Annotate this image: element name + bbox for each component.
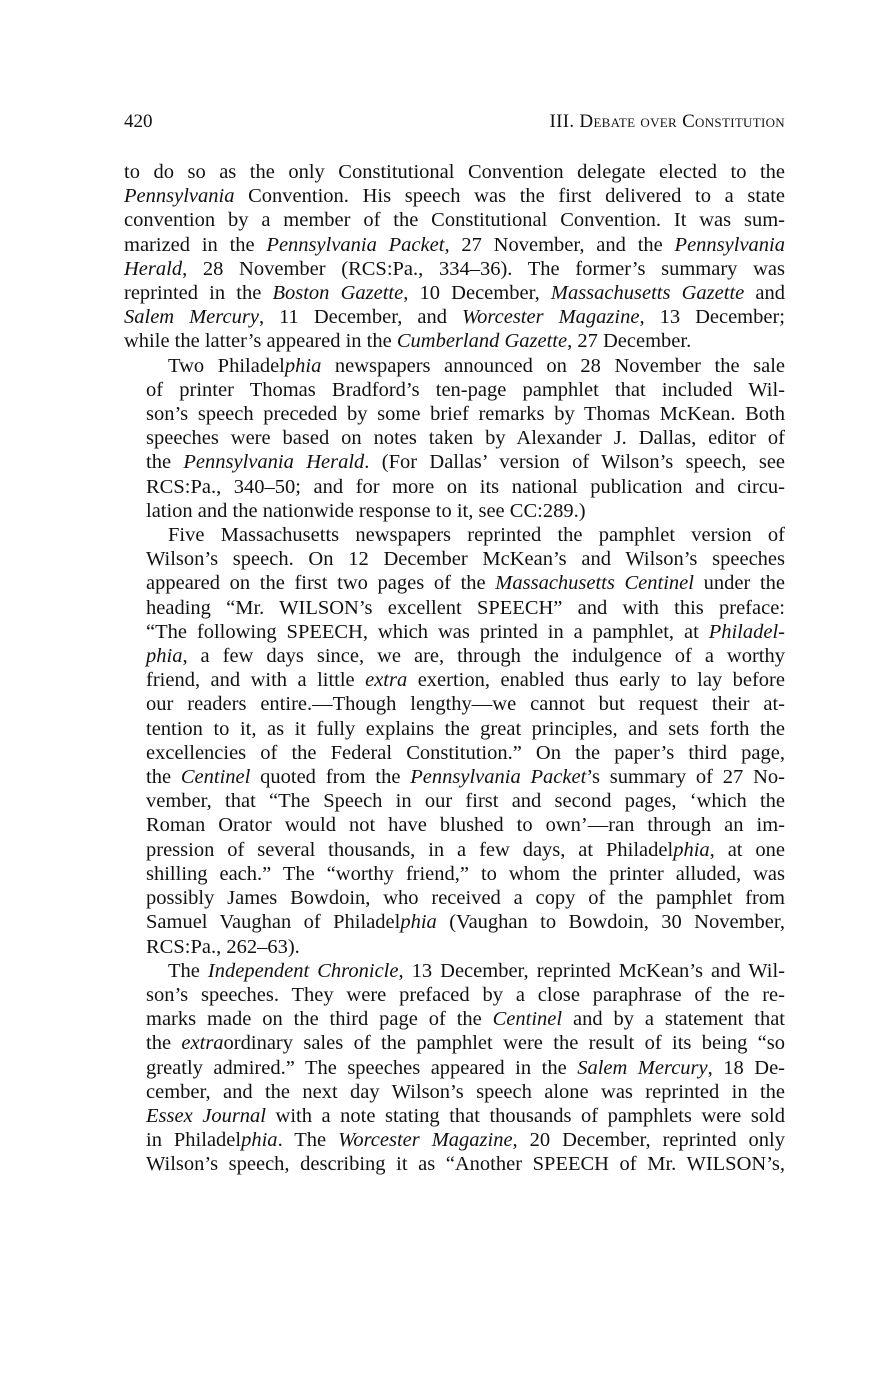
text-line: convention by a member of the Constitutional Convention. It was sum-: [124, 209, 785, 232]
text-line: Herald, 28 November (RCS:Pa., 334–36). The former’s summary was: [124, 257, 785, 280]
text-line: Five Massachusetts newspapers reprinted the pamphlet version of: [168, 524, 785, 547]
text-line: Roman Orator would not have blushed to own’—ran through an im-: [146, 814, 785, 837]
text-line: “The following SPEECH, which was printed in a pamphlet, at Philadel-: [146, 620, 785, 643]
paragraph: [124, 523, 785, 959]
text-line: son’s speeches. They were prefaced by a close paraphrase of the re-: [146, 983, 785, 1006]
text-line: excellencies of the Federal Constitution.” On the paper’s third page,: [146, 741, 785, 764]
body-text: [124, 160, 785, 1177]
text-line: lation and the nationwide response to it, see CC:289.): [146, 499, 586, 522]
text-line: heading “Mr. WILSON’s excellent SPEECH” and with this preface:: [146, 596, 785, 619]
text-line: friend, and with a little extra exertion, enabled thus early to lay before: [146, 669, 785, 692]
text-line: possibly James Bowdoin, who received a copy of the pamphlet from: [146, 887, 785, 910]
page-number: 420: [124, 111, 153, 132]
paragraph: [124, 959, 785, 1177]
running-title: III. Debate over Constitution: [549, 111, 785, 132]
text-line: Salem Mercury, 11 December, and Worcester Magazine, 13 December;: [124, 306, 785, 329]
text-line: son’s speech preceded by some brief remarks by Thomas McKean. Both: [146, 403, 785, 426]
text-line: appeared on the first two pages of the Massachusetts Centinel under the: [146, 572, 785, 595]
paragraph: [124, 160, 785, 354]
text-line: vember, that “The Speech in our first and second pages, ‘which the: [146, 790, 785, 813]
text-line: pression of several thousands, in a few days, at Philadelphia, at one: [146, 838, 785, 861]
text-line: The Independent Chronicle, 13 December, reprinted McKean’s and Wil-: [168, 959, 785, 982]
text-line: marized in the Pennsylvania Packet, 27 November, and the Pennsylvania: [124, 233, 785, 256]
document-page: [124, 108, 785, 1177]
text-line: while the latter’s appeared in the Cumberland Gazette, 27 December.: [124, 330, 692, 353]
text-line: speeches were based on notes taken by Alexander J. Dallas, editor of: [146, 427, 785, 450]
text-line: the extraordinary sales of the pamphlet were the result of its being “so: [146, 1032, 786, 1055]
text-line: greatly admired.” The speeches appeared in the Salem Mercury, 18 De-: [146, 1056, 785, 1079]
text-line: Wilson’s speech. On 12 December McKean’s and Wilson’s speeches: [146, 548, 785, 571]
text-line: Pennsylvania Convention. His speech was the first delivered to a state: [124, 185, 785, 208]
text-line: of printer Thomas Bradford’s ten-page pamphlet that included Wil-: [146, 378, 785, 401]
text-line: the Pennsylvania Herald. (For Dallas’ version of Wilson’s speech, see: [146, 451, 786, 474]
text-line: Two Philadelphia newspapers announced on 28 November the sale: [168, 354, 785, 377]
text-line: in Philadelphia. The Worcester Magazine, 20 December, reprinted only: [146, 1129, 785, 1152]
text-line: tention to it, as it fully explains the great principles, and sets forth the: [146, 717, 785, 740]
text-line: shilling each.” The “worthy friend,” to whom the printer alluded, was: [146, 862, 785, 885]
text-line: RCS:Pa., 262–63).: [146, 935, 300, 958]
text-line: Essex Journal with a note stating that thousands of pamphlets were sold: [146, 1104, 785, 1127]
text-line: RCS:Pa., 340–50; and for more on its national publication and circu-: [146, 475, 785, 498]
text-line: marks made on the third page of the Centinel and by a statement that: [146, 1008, 785, 1031]
text-line: reprinted in the Boston Gazette, 10 December, Massachusetts Gazette and: [124, 282, 786, 305]
text-line: Wilson’s speech, describing it as “Another SPEECH of Mr. WILSON’s,: [146, 1153, 785, 1176]
text-line: to do so as the only Constitutional Convention delegate elected to the: [124, 161, 785, 183]
text-line: our readers entire.—Though lengthy—we cannot but request their at-: [146, 693, 785, 716]
paragraph: [124, 354, 785, 523]
text-line: phia, a few days since, we are, through the indulgence of a worthy: [146, 645, 785, 668]
text-line: the Centinel quoted from the Pennsylvania Packet’s summary of 27 No-: [146, 766, 785, 789]
running-head: [124, 108, 785, 136]
text-line: cember, and the next day Wilson’s speech alone was reprinted in the: [146, 1080, 785, 1103]
text-line: Samuel Vaughan of Philadelphia (Vaughan to Bowdoin, 30 November,: [146, 911, 785, 934]
